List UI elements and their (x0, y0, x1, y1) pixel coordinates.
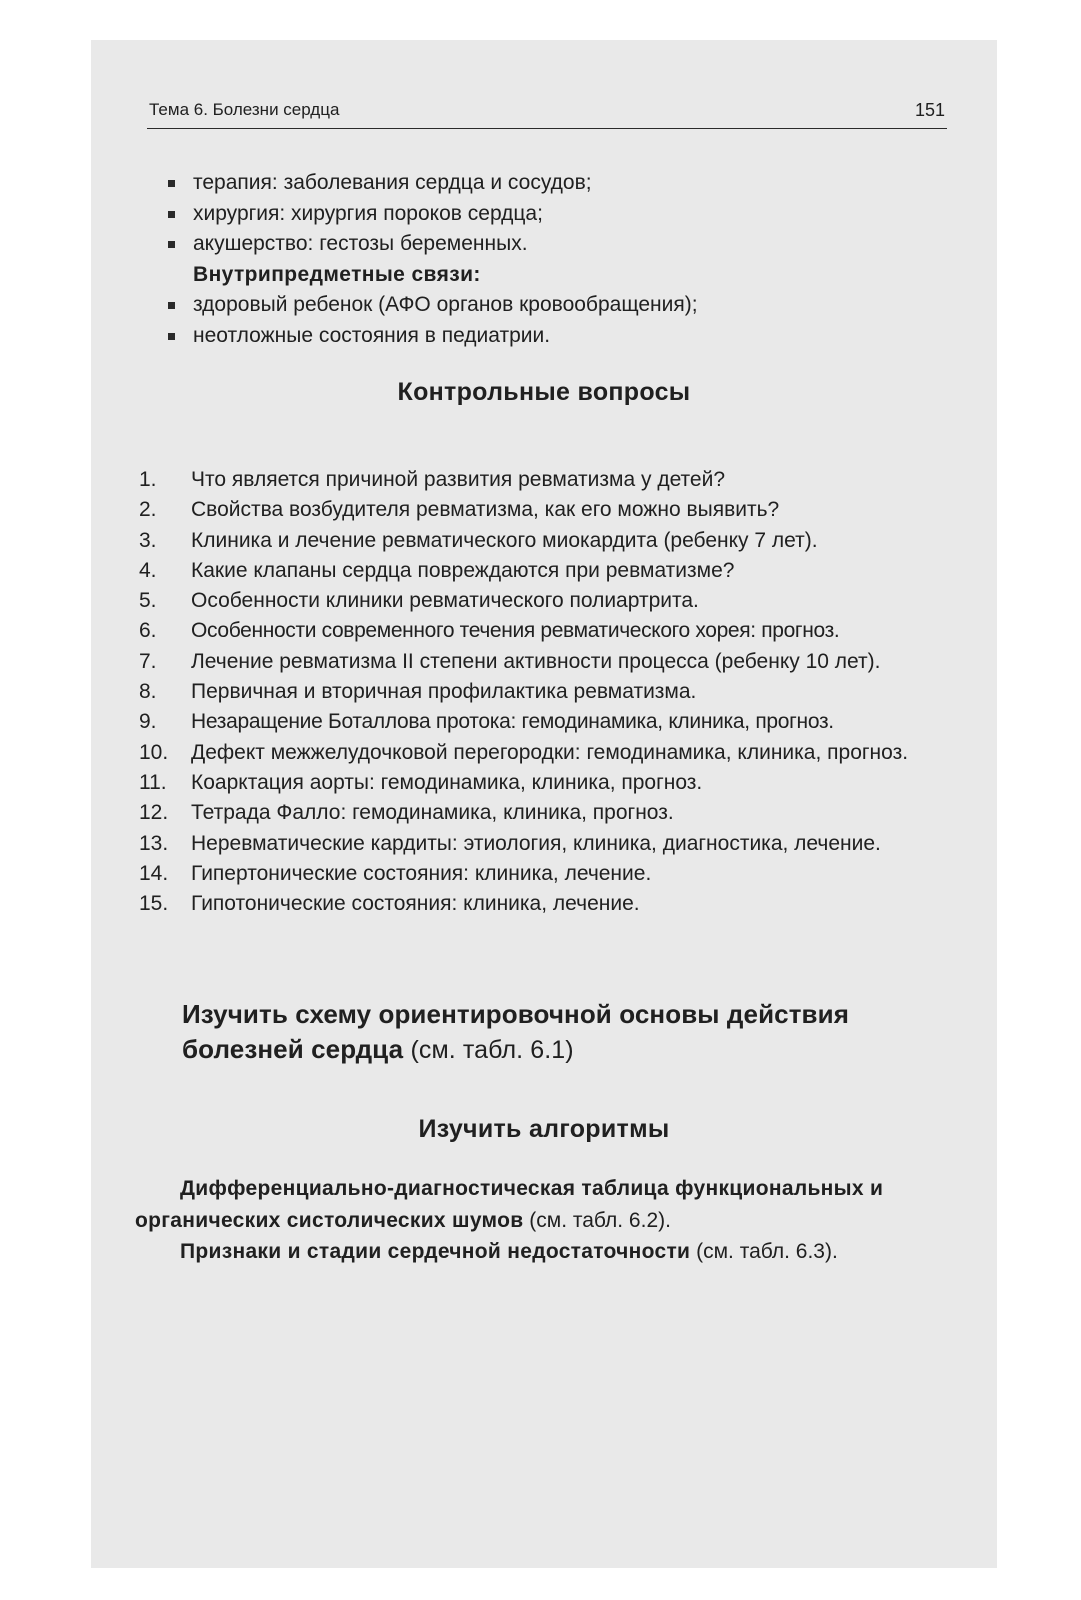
list-item: акушерство: гестозы беременных. (166, 229, 926, 260)
links-section (166, 168, 926, 351)
question-item: 14. Гипертонические состояния: клиника, лечение. (139, 861, 652, 885)
question-item: 13. Неревматические кардиты: этиология, клиника, диагностика, лечение. (139, 831, 881, 855)
bullet-square-icon (168, 302, 175, 309)
page-number: 151 (914, 100, 945, 120)
study-scheme-title: Изучить схему ориентировочной основы действия болезней сердца (182, 999, 849, 1064)
list-item: здоровый ребенок (АФО органов кровообращения); (166, 290, 926, 321)
book-page (91, 40, 997, 1568)
list-item: неотложные состояния в педиатрии. (166, 321, 926, 352)
bullet-square-icon (168, 241, 175, 248)
control-questions-heading: Контрольные вопросы (397, 378, 691, 406)
bullet-square-icon (168, 333, 175, 340)
question-item: 1. Что является причиной развития ревматизма у детей? (139, 468, 726, 491)
question-item: 10. Дефект межжелудочковой перегородки: гемодинамика, клиника, прогноз. (139, 740, 909, 764)
study-scheme-ref: (см. табл. 6.1) (410, 1036, 574, 1064)
chapter-title: Тема 6. Болезни сердца (149, 100, 340, 119)
list-item: хирургия: хирургия пороков сердца; (166, 199, 926, 230)
control-questions-list (139, 465, 934, 919)
bullet-square-icon (168, 180, 175, 187)
question-item: 5. Особенности клиники ревматического полиартрита. (139, 589, 699, 613)
question-item: 4. Какие клапаны сердца повреждаются при ревматизме? (139, 558, 735, 582)
intradisciplinary-heading: Внутрипредметные связи: (193, 262, 481, 286)
running-head (147, 98, 947, 129)
question-item: 6. Особенности современного течения ревматического хорея: прогноз. (139, 619, 840, 643)
question-item: 12. Тетрада Фалло: гемодинамика, клиника, прогноз. (139, 801, 674, 825)
question-item: 7. Лечение ревматизма II степени активности процесса (ребенку 10 лет). (139, 649, 881, 673)
algorithm-item: Признаки и стадии сердечной недостаточности (см. табл. 6.3). (180, 1240, 838, 1263)
question-item: 11. Коарктация аорты: гемодинамика, клиника, прогноз. (139, 770, 703, 794)
algorithm-item: Дифференциально-диагностическая таблица функциональных и органических систолических шумов (см. табл. 6.2). (135, 1177, 884, 1232)
question-item: 8. Первичная и вторичная профилактика ревматизма. (139, 680, 697, 704)
question-item: 2. Свойства возбудителя ревматизма, как его можно выявить? (139, 498, 780, 522)
list-item: терапия: заболевания сердца и сосудов; (166, 168, 926, 199)
question-item: 9. Незаращение Боталлова протока: гемодинамика, клиника, прогноз. (139, 710, 834, 734)
algorithms-list (135, 1173, 935, 1268)
question-item: 3. Клиника и лечение ревматического миокардита (ребенку 7 лет). (139, 528, 818, 552)
study-scheme-heading (182, 997, 942, 1068)
bullet-square-icon (168, 211, 175, 218)
question-item: 15. Гипотонические состояния: клиника, лечение. (139, 892, 640, 916)
algorithms-heading: Изучить алгоритмы (418, 1115, 670, 1143)
